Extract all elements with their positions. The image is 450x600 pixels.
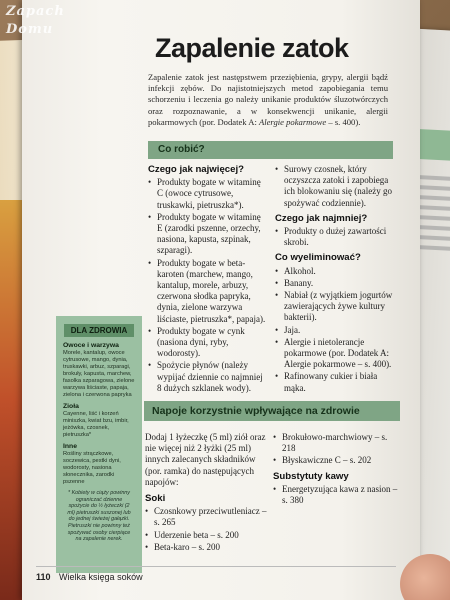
heading-soki: Soki bbox=[145, 493, 166, 505]
list-najwiecej bbox=[148, 177, 268, 394]
box-section-herbs: Zioła Cayenne, liść i korzeń miniszka, kwiat bzu, imbir, jeżówka, czosnek, pietruszka* bbox=[63, 403, 129, 438]
box-section-other: Inne Rośliny strączkowe, soczewica, pestki dyni, wodorosty, nasiona słonecznika, zarodki pszenne bbox=[63, 443, 121, 485]
list-item: • Alkohol. bbox=[275, 266, 395, 277]
column-napoje-right bbox=[273, 432, 398, 510]
list-item: • Produkty bogate w beta-karoten (marchew, mango, kantalup, morele, arbuzy, czerwona słodka papryka, dynia, zielone warzywa liściaste, pietruszka*, papaja). bbox=[148, 258, 268, 325]
list-soki-right bbox=[273, 432, 398, 467]
list-item: • Surowy czosnek, który oczyszcza zatoki i zapobiega ich blokowaniu się (należy go spożywać codziennie). bbox=[275, 164, 395, 209]
list-wyeliminowac bbox=[275, 266, 395, 394]
list-kawy bbox=[273, 484, 398, 506]
list-najmniej bbox=[275, 226, 395, 248]
list-item: • Spożycie płynów (należy wypijać dziennie co najmniej 8 dużych szklanek wody). bbox=[148, 360, 268, 394]
list-item: • Jaja. bbox=[275, 325, 395, 336]
box-footnote: * Kobiety w ciąży powinny ograniczać dzienne spożycie do ½ łyżeczki (2 ml) pietruszki suszonej lub do jednej świeżej gałązki. Pietruszki nie powinny też spożywać osoby cierpiące na zapalenie nerek. bbox=[67, 490, 131, 543]
box-section-produce: Owoce i warzywa Morele, kantalup, owoce cytrusowe, mango, dynia, truskawki, arbuz, szparagi, brokuły, kapusta, marchew, fasolka szparagowa, zielone warzywa liściaste, papaja, zielona i czerwona papryka bbox=[63, 342, 135, 398]
heading-najwiecej: Czego jak najwięcej? bbox=[148, 164, 244, 175]
column-najwiecej bbox=[148, 164, 268, 398]
list-item: • Banany. bbox=[275, 278, 395, 289]
section-bar-napoje: Napoje korzystnie wpływające na zdrowie bbox=[144, 401, 400, 421]
list-item: • Czosnkowy przeciwutleniacz – s. 265 bbox=[145, 506, 267, 528]
column-napoje-left bbox=[145, 432, 267, 557]
list-item: • Beta-karo – s. 200 bbox=[145, 542, 267, 553]
list-item: • Produkty bogate w witaminę C (owoce cytrusowe, truskawki, pietruszka*). bbox=[148, 177, 268, 211]
list-item: • Energetyzująca kawa z nasion – s. 380 bbox=[273, 484, 398, 506]
list-item: • Nabiał (z wyjątkiem jogurtów zawierających żywe kultury bakterii). bbox=[275, 290, 395, 324]
list-item: • Brokułowo-marchwiowy – s. 218 bbox=[273, 432, 398, 454]
list-item: • Alergie i nietolerancje pokarmowe (por. Dodatek A: Alergie pokarmowe – s. 400). bbox=[275, 337, 395, 371]
list-item: • Uderzenie beta – s. 200 bbox=[145, 530, 267, 541]
list-item: • Produkty o dużej zawartości skrobi. bbox=[275, 226, 395, 248]
section-bar-co-robic: Co robić? bbox=[148, 141, 393, 159]
intro-paragraph: Zapalenie zatok jest następstwem przeziębienia, grypy, alergii bądź infekcji zębów. Do najistotniejszych metod zapobiegania temu schorzeniu i leczenia go należy unikanie produktów śluzotwórczych oraz rozpoznawanie, a w konsekwencji unikanie, alergii pokarmowych (por. Dodatek A: Alergie pokarmowe – s. 400). bbox=[148, 72, 388, 127]
book-title: Wielka księga soków bbox=[59, 572, 143, 582]
watermark-line1: Zapach bbox=[6, 4, 65, 19]
footer-rule bbox=[36, 566, 396, 567]
health-sidebar-box bbox=[56, 316, 142, 573]
heading-wyeliminowac: Co wyeliminować? bbox=[275, 252, 361, 264]
page-number: 110 bbox=[36, 572, 51, 582]
page-footer bbox=[36, 572, 143, 582]
list-item: • Błyskawiczne C – s. 202 bbox=[273, 455, 398, 466]
list-item: • Produkty bogate w witaminę E (zarodki pszenne, orzechy, nasiona, kapusta, szpinak, szparagi). bbox=[148, 212, 268, 257]
heading-kawy: Substytuty kawy bbox=[273, 470, 349, 482]
page-title: Zapalenie zatok bbox=[155, 33, 349, 63]
heading-najmniej: Czego jak najmniej? bbox=[275, 212, 368, 224]
box-heading: DLA ZDROWIA bbox=[64, 324, 134, 337]
list-soki bbox=[145, 506, 267, 553]
list-item: • Produkty bogate w cynk (nasiona dyni, ryby, wodorosty). bbox=[148, 326, 268, 360]
list-item: • Rafinowany cukier i biała mąka. bbox=[275, 371, 395, 393]
napoje-intro: Dodaj 1 łyżeczkę (5 ml) ziół oraz nie więcej niż 2 łyżki (25 ml) innych zalecanych składników (por. ramka) do następujących napojów: bbox=[145, 432, 266, 487]
watermark-line2: Domu bbox=[6, 22, 54, 37]
column-right-co-robic bbox=[275, 164, 395, 398]
list-czosnek bbox=[275, 164, 395, 209]
